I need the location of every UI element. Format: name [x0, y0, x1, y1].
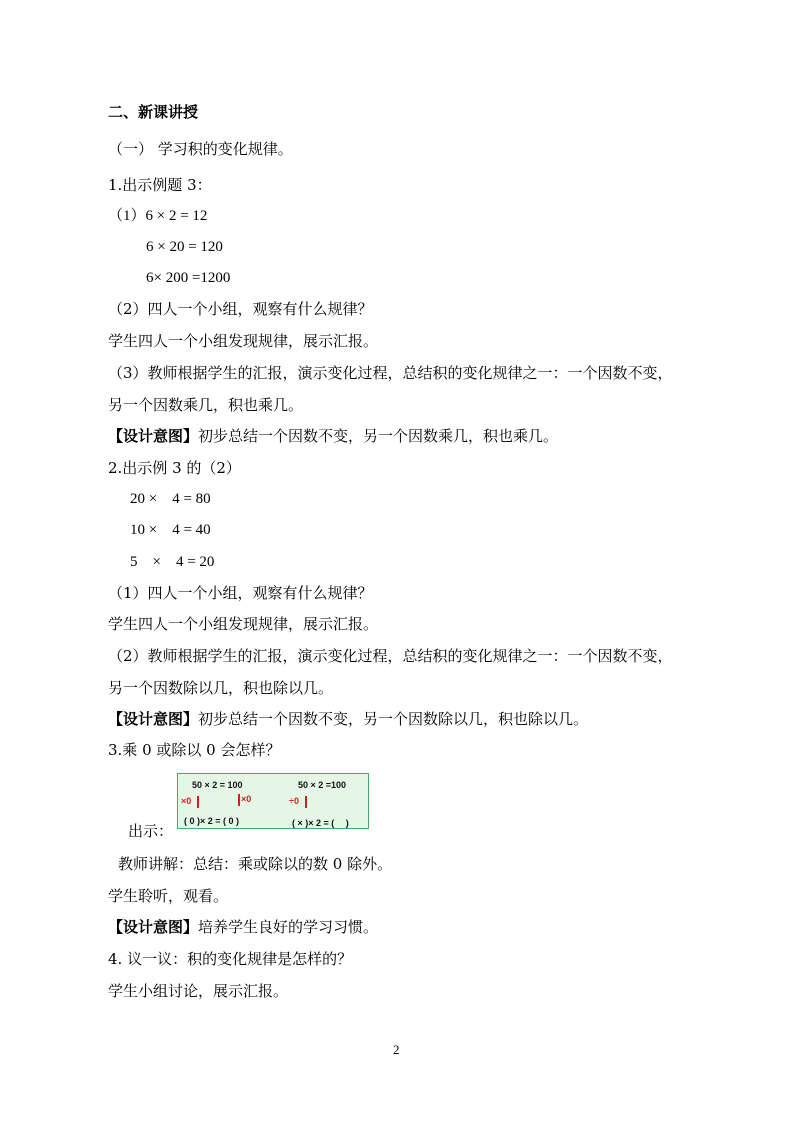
- page-number: 2: [393, 1042, 400, 1057]
- example1-eq3: 6× 200 =1200: [146, 270, 231, 286]
- example1-question3-line1: （3）教师根据学生的汇报，演示变化过程，总结积的变化规律之一：一个因数不变，: [108, 364, 673, 382]
- example1-student: 学生四人一个小组发现规律，展示汇报。: [108, 332, 379, 350]
- design-intent-label: 【设计意图】: [108, 710, 199, 728]
- design-intent-text: 初步总结一个因数不变，另一个因数除以几，积也除以几。: [198, 710, 589, 728]
- section-heading: 二、新课讲授: [108, 103, 199, 121]
- example4-student: 学生小组讨论，展示汇报。: [108, 982, 289, 1000]
- example2-question2-line2: 另一个因数除以几，积也除以几。: [108, 679, 334, 697]
- figure-left-arrow-2: [238, 794, 240, 806]
- design-intent-label: 【设计意图】: [108, 427, 199, 445]
- example2-question2-line1: （2）教师根据学生的汇报，演示变化过程，总结积的变化规律之一：一个因数不变，: [108, 647, 673, 665]
- figure-right-equation: 50 × 2 =100: [298, 780, 347, 790]
- figure-left-equation: 50 × 2 = 100: [192, 780, 243, 790]
- example2-eq1: 20 × 4 = 80: [130, 491, 211, 507]
- example1-question2: （2）四人一个小组，观察有什么规律？: [108, 300, 373, 318]
- example4-title: 4. 议一议：积的变化规律是怎样的？: [108, 950, 353, 968]
- design-intent-text: 初步总结一个因数不变，另一个因数乘几，积也乘几。: [198, 427, 559, 445]
- figure-left-multiply-zero-2: ×0: [241, 794, 252, 804]
- example3-student: 学生聆听，观看。: [108, 887, 229, 905]
- subsection-title: （一） 学习积的变化规律。: [108, 140, 293, 158]
- figure-left-arrow: [197, 796, 199, 808]
- example2-eq2: 10 × 4 = 40: [130, 522, 211, 538]
- example1-question3-line2: 另一个因数乘几，积也乘几。: [108, 396, 304, 414]
- figure-left-multiply-zero: ×0: [181, 796, 192, 806]
- figure-left-result: ( 0 )× 2 = ( 0 ): [184, 816, 240, 826]
- example1-title: 1.出示例题 3：: [108, 176, 212, 194]
- example3-teacher: 教师讲解：总结：乘或除以的数 0 除外。: [118, 855, 393, 873]
- design-intent-label: 【设计意图】: [108, 918, 199, 936]
- example2-question1: （1）四人一个小组，观察有什么规律？: [108, 584, 373, 602]
- example1-eq1: （1）6 × 2 = 12: [108, 208, 208, 224]
- zero-rule-figure: [177, 773, 369, 829]
- example3-show-label: 出示：: [128, 822, 174, 840]
- example2-eq3: 5 × 4 = 20: [130, 554, 215, 570]
- example1-design-intent: [108, 427, 558, 445]
- figure-right-arrow: [305, 796, 307, 808]
- design-intent-text: 培养学生良好的学习习惯。: [198, 918, 379, 936]
- example3-design-intent: [108, 918, 378, 936]
- figure-right-divide-zero: ÷0: [289, 796, 299, 806]
- example2-student: 学生四人一个小组发现规律，展示汇报。: [108, 615, 379, 633]
- figure-right-result: ( × )× 2 = ( ): [292, 818, 349, 828]
- example1-eq2: 6 × 20 = 120: [146, 239, 223, 255]
- example2-design-intent: [108, 710, 588, 728]
- example3-title: 3.乘 0 或除以 0 会怎样？: [108, 741, 281, 759]
- example2-title: 2.出示例 3 的（2）: [108, 459, 241, 477]
